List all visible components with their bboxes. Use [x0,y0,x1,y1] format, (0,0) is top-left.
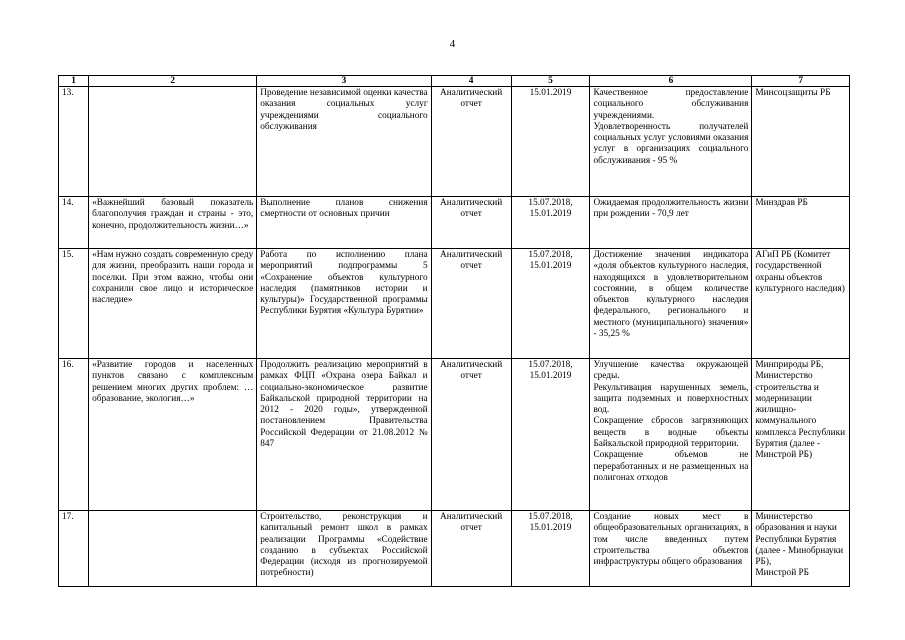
column-number: 7 [752,76,850,87]
message-quote: «Важнейший базовый показатель благополучия граждан и страны - это, конечно, продолжительность жизни…» [89,197,257,249]
column-number: 6 [590,76,752,87]
message-quote: «Развитие городов и населенных пунктов связано с комплексным решением многих других проблем: … образование, экология…» [89,359,257,511]
column-number: 4 [431,76,511,87]
action-cell: Строительство, реконструкция и капитальный ремонт школ в рамках реализации Программы «Содействие созданию в субъектах Российской Федерации (исходя из прогнозируемой потребности) [257,511,431,587]
result-cell [590,249,752,359]
result-paragraph: Сокращение объемов не переработанных и не размещенных на полигонах отходов [593,450,749,483]
executor-cell: Минсоцзащиты РБ [752,87,850,197]
row-number: 13. [59,87,89,197]
column-number: 5 [511,76,590,87]
deadline-cell: 15.07.2018, 15.01.2019 [511,197,590,249]
message-quote: «Нам нужно создать современную среду для жизни, преобразить наши города и поселки. При этом важно, чтобы они сохранили свое лицо и историческое наследие» [89,249,257,359]
result-cell [590,87,752,197]
result-paragraph: Рекультивация нарушенных земель, защита подземных и поверхностных вод. [593,382,749,416]
report-form-cell: Аналитический отчет [431,511,511,587]
table-row [59,197,850,249]
deadline-cell: 15.07.2018, 15.01.2019 [511,249,590,359]
column-number: 3 [257,76,431,87]
deadline-cell: 15.01.2019 [511,87,590,197]
executor-cell: Минздрав РБ [752,197,850,249]
action-cell: Выполнение планов снижения смертности от основных причин [257,197,431,249]
message-quote [89,87,257,197]
result-cell [590,511,752,587]
action-cell: Проведение независимой оценки качества оказания социальных услуг учреждениями социального обслуживания [257,87,431,197]
result-cell [590,197,752,249]
deadline-cell: 15.07.2018, 15.01.2019 [511,359,590,511]
result-paragraph: Создание новых мест в общеобразовательных организациях, в том числе введенных путем строительства объектов инфраструктуры общего образования [593,512,749,568]
action-cell: Работа по исполнению плана мероприятий подпрограммы 5 «Сохранение объектов культурного наследия (памятников истории и культуры)» Государственной программы Республики Бурятия «Культура Бурятии» [257,249,431,359]
row-number: 14. [59,197,89,249]
action-plan-table [58,75,850,587]
result-paragraph: Достижение значения индикатора «доля объектов культурного наследия, находящихся в удовлетворительном состоянии, в общем количестве объектов культурного наследия федерального, регионального и местного (муниципального) значения» - 35,25 % [593,250,749,340]
column-number: 1 [59,76,89,87]
result-paragraph: Улучшение качества окружающей среды. [593,360,749,382]
result-paragraph: Ожидаемая продолжительность жизни при рождении - 70,9 лет [593,198,749,220]
report-form-cell: Аналитический отчет [431,87,511,197]
executor-cell: АГиП РБ (Комитет государственной охраны объектов культурного наследия) [752,249,850,359]
row-number: 17. [59,511,89,587]
table-row [59,359,850,511]
column-number: 2 [89,76,257,87]
result-cell [590,359,752,511]
executor-cell: Минприроды РБ, Министерство строительства и модернизации жилищно-коммунального комплекса Республики Бурятия (далее - Минстрой РБ) [752,359,850,511]
report-form-cell: Аналитический отчет [431,197,511,249]
report-form-cell: Аналитический отчет [431,249,511,359]
table-row [59,87,850,197]
page-number: 4 [449,38,456,50]
result-paragraph: Сокращение сбросов загрязняющих веществ в водные объекты Байкальской природной территории. [593,416,749,450]
table-row [59,249,850,359]
message-quote [89,511,257,587]
executor-cell: Министерство образования и науки Республики Бурятия (далее - Минобрнауки РБ), Минстрой РБ [752,511,850,587]
action-cell: Продолжить реализацию мероприятий в рамках ФЦП «Охрана озера Байкал и социально-экономическое развитие Байкальской природной территории на 2012 - 2020 годы», утвержденной постановлением Правительства Российской Федерации от 21.08.2012 № 847 [257,359,431,511]
result-paragraph: Качественное предоставление социального обслуживания учреждениями. [593,88,749,121]
column-number-row [59,76,850,87]
report-form-cell: Аналитический отчет [431,359,511,511]
table-row [59,511,850,587]
result-paragraph: Удовлетворенность получателей социальных услуг условиями оказания услуг в организациях социального обслуживания - 95 % [593,121,749,166]
deadline-cell: 15.07.2018, 15.01.2019 [511,511,590,587]
row-number: 15. [59,249,89,359]
row-number: 16. [59,359,89,511]
